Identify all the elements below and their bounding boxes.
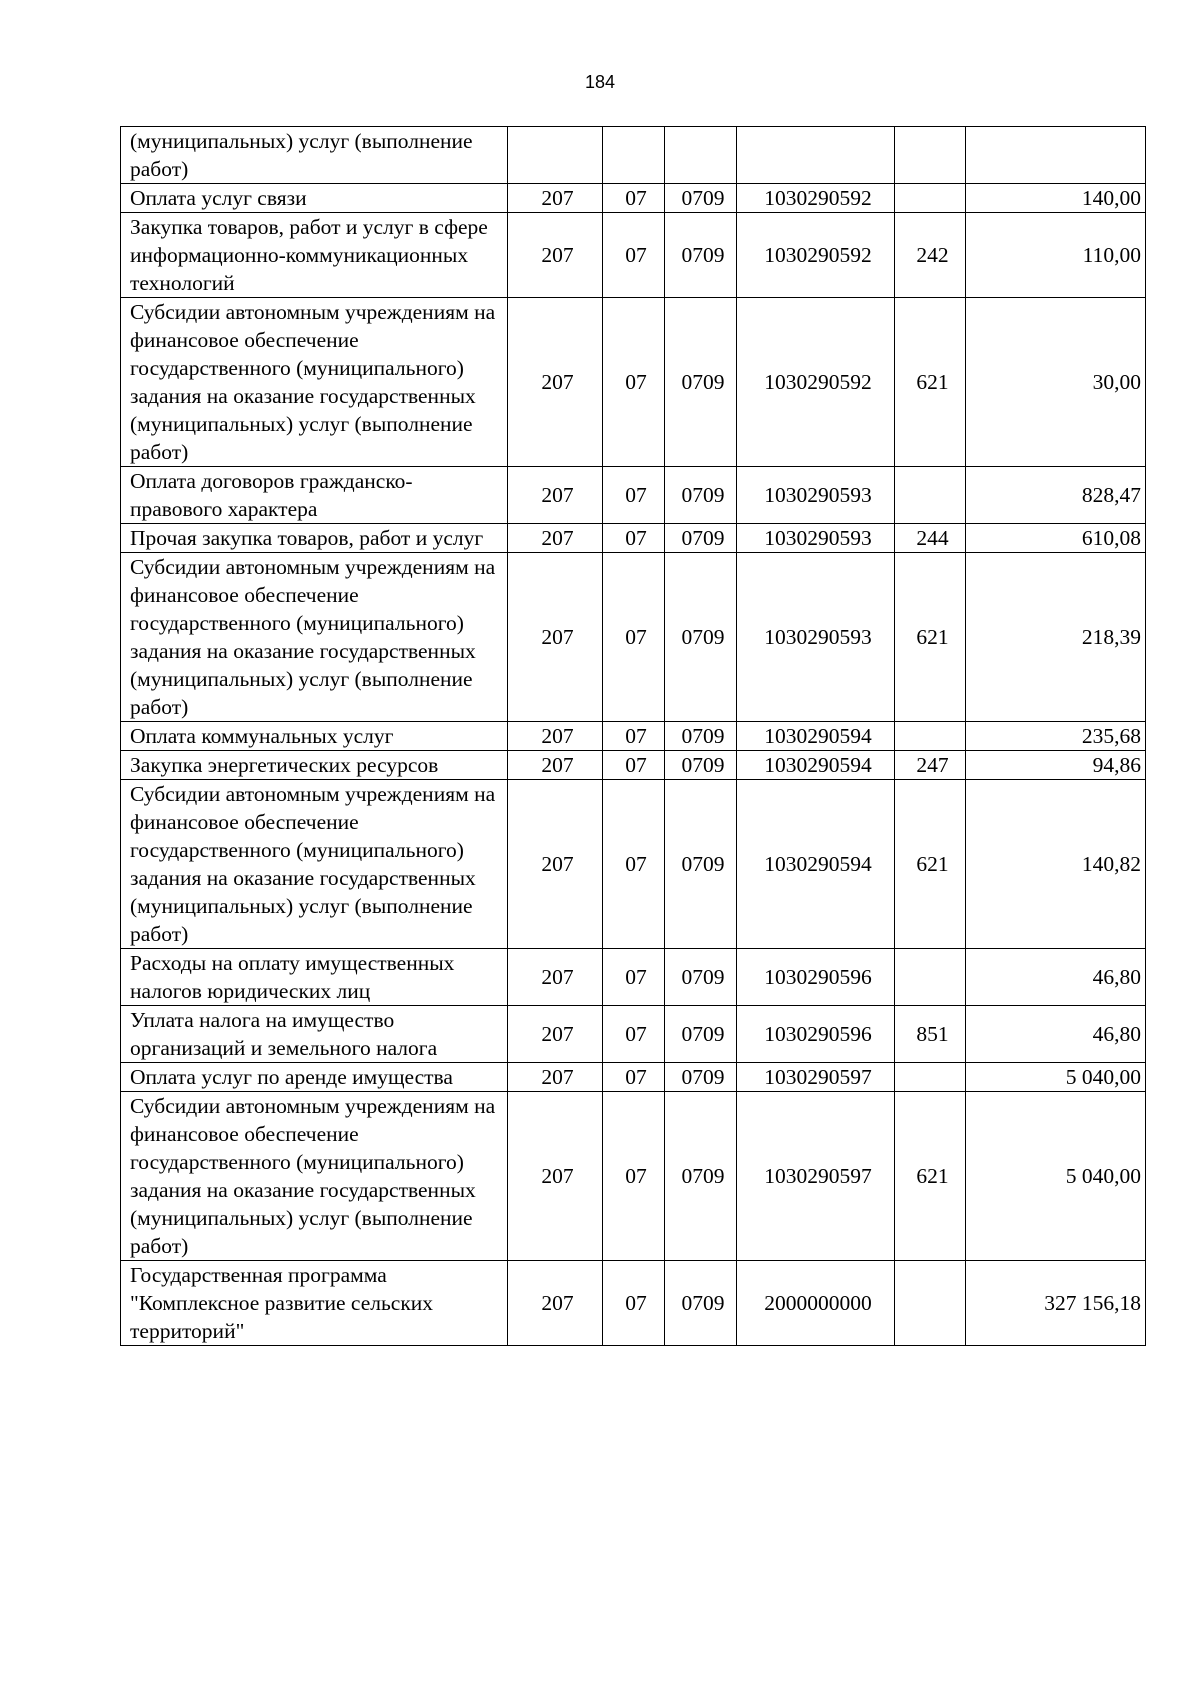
row-pr: 0709 xyxy=(665,553,737,722)
row-name: Оплата услуг по аренде имущества xyxy=(121,1063,508,1092)
page-number: 184 xyxy=(584,72,616,92)
row-csr: 1030290594 xyxy=(737,751,895,780)
table-row xyxy=(121,949,1146,1006)
row-name: Закупка товаров, работ и услуг в сфере информационно-коммуникационных технологий xyxy=(121,213,508,298)
row-vr: 621 xyxy=(895,298,966,467)
row-rz: 07 xyxy=(603,298,665,467)
row-vr: 851 xyxy=(895,1006,966,1063)
row-pr: 0709 xyxy=(665,213,737,298)
row-vr: 244 xyxy=(895,524,966,553)
budget-table xyxy=(120,126,1146,1346)
row-csr: 1030290593 xyxy=(737,524,895,553)
table-row xyxy=(121,524,1146,553)
row-pr: 0709 xyxy=(665,1261,737,1346)
row-gl: 207 xyxy=(508,751,603,780)
row-pr: 0709 xyxy=(665,1006,737,1063)
row-name: Субсидии автономным учреждениям на финансовое обеспечение государственного (муниципального) задания на оказание государственных (муниципальных) услуг (выполнение работ) xyxy=(121,298,508,467)
row-pr: 0709 xyxy=(665,1092,737,1261)
row-sum: 610,08 xyxy=(966,524,1146,553)
row-vr: 621 xyxy=(895,1092,966,1261)
row-csr: 1030290592 xyxy=(737,213,895,298)
row-vr: 621 xyxy=(895,553,966,722)
row-rz: 07 xyxy=(603,1063,665,1092)
row-name: Прочая закупка товаров, работ и услуг xyxy=(121,524,508,553)
row-vr xyxy=(895,1063,966,1092)
row-name: Оплата договоров гражданско-правового характера xyxy=(121,467,508,524)
row-vr xyxy=(895,949,966,1006)
row-name: (муниципальных) услуг (выполнение работ) xyxy=(121,127,508,184)
row-csr: 1030290592 xyxy=(737,298,895,467)
row-sum: 140,00 xyxy=(966,184,1146,213)
row-sum: 110,00 xyxy=(966,213,1146,298)
row-name: Закупка энергетических ресурсов xyxy=(121,751,508,780)
table-row xyxy=(121,1063,1146,1092)
row-csr: 1030290593 xyxy=(737,553,895,722)
row-rz: 07 xyxy=(603,780,665,949)
row-csr: 1030290596 xyxy=(737,949,895,1006)
row-gl: 207 xyxy=(508,949,603,1006)
table-row xyxy=(121,1261,1146,1346)
row-vr xyxy=(895,467,966,524)
row-gl: 207 xyxy=(508,213,603,298)
row-rz: 07 xyxy=(603,1261,665,1346)
row-name: Субсидии автономным учреждениям на финансовое обеспечение государственного (муниципального) задания на оказание государственных (муниципальных) услуг (выполнение работ) xyxy=(121,780,508,949)
table-row xyxy=(121,722,1146,751)
row-csr: 1030290596 xyxy=(737,1006,895,1063)
row-gl: 207 xyxy=(508,1006,603,1063)
row-pr: 0709 xyxy=(665,467,737,524)
row-rz: 07 xyxy=(603,553,665,722)
table-row xyxy=(121,751,1146,780)
row-sum: 828,47 xyxy=(966,467,1146,524)
row-vr xyxy=(895,184,966,213)
row-name: Оплата услуг связи xyxy=(121,184,508,213)
row-vr xyxy=(895,1261,966,1346)
row-gl: 207 xyxy=(508,1261,603,1346)
row-csr: 1030290594 xyxy=(737,722,895,751)
row-rz: 07 xyxy=(603,949,665,1006)
row-rz: 07 xyxy=(603,1092,665,1261)
row-pr: 0709 xyxy=(665,298,737,467)
table-row xyxy=(121,213,1146,298)
row-rz: 07 xyxy=(603,184,665,213)
table-row xyxy=(121,1006,1146,1063)
row-pr: 0709 xyxy=(665,524,737,553)
row-sum: 5 040,00 xyxy=(966,1063,1146,1092)
row-gl: 207 xyxy=(508,722,603,751)
table-row xyxy=(121,467,1146,524)
row-csr: 1030290593 xyxy=(737,467,895,524)
row-gl: 207 xyxy=(508,298,603,467)
table-row xyxy=(121,553,1146,722)
row-name: Оплата коммунальных услуг xyxy=(121,722,508,751)
table-row xyxy=(121,127,1146,184)
row-gl: 207 xyxy=(508,553,603,722)
row-name: Расходы на оплату имущественных налогов юридических лиц xyxy=(121,949,508,1006)
row-name: Государственная программа "Комплексное развитие сельских территорий" xyxy=(121,1261,508,1346)
row-sum: 218,39 xyxy=(966,553,1146,722)
row-gl: 207 xyxy=(508,184,603,213)
row-name: Субсидии автономным учреждениям на финансовое обеспечение государственного (муниципального) задания на оказание государственных (муниципальных) услуг (выполнение работ) xyxy=(121,1092,508,1261)
table-row xyxy=(121,1092,1146,1261)
row-vr: 242 xyxy=(895,213,966,298)
row-rz: 07 xyxy=(603,524,665,553)
row-name: Субсидии автономным учреждениям на финансовое обеспечение государственного (муниципального) задания на оказание государственных (муниципальных) услуг (выполнение работ) xyxy=(121,553,508,722)
row-vr xyxy=(895,127,966,184)
row-csr: 1030290597 xyxy=(737,1092,895,1261)
row-pr: 0709 xyxy=(665,949,737,1006)
row-sum: 5 040,00 xyxy=(966,1092,1146,1261)
row-pr: 0709 xyxy=(665,751,737,780)
row-pr: 0709 xyxy=(665,722,737,751)
row-rz: 07 xyxy=(603,213,665,298)
row-gl: 207 xyxy=(508,524,603,553)
row-gl: 207 xyxy=(508,1092,603,1261)
row-vr: 247 xyxy=(895,751,966,780)
row-sum xyxy=(966,127,1146,184)
row-sum: 46,80 xyxy=(966,1006,1146,1063)
row-pr: 0709 xyxy=(665,780,737,949)
row-sum: 30,00 xyxy=(966,298,1146,467)
row-pr xyxy=(665,127,737,184)
row-vr xyxy=(895,722,966,751)
row-csr: 2000000000 xyxy=(737,1261,895,1346)
table-row xyxy=(121,298,1146,467)
row-vr: 621 xyxy=(895,780,966,949)
row-pr: 0709 xyxy=(665,184,737,213)
row-pr: 0709 xyxy=(665,1063,737,1092)
row-csr: 1030290597 xyxy=(737,1063,895,1092)
row-gl: 207 xyxy=(508,1063,603,1092)
row-gl: 207 xyxy=(508,780,603,949)
row-sum: 140,82 xyxy=(966,780,1146,949)
row-rz: 07 xyxy=(603,751,665,780)
row-csr: 1030290594 xyxy=(737,780,895,949)
row-rz: 07 xyxy=(603,467,665,524)
row-sum: 46,80 xyxy=(966,949,1146,1006)
table-row xyxy=(121,780,1146,949)
row-sum: 235,68 xyxy=(966,722,1146,751)
row-rz: 07 xyxy=(603,1006,665,1063)
row-name: Уплата налога на имущество организаций и земельного налога xyxy=(121,1006,508,1063)
table-row xyxy=(121,184,1146,213)
row-csr xyxy=(737,127,895,184)
row-sum: 327 156,18 xyxy=(966,1261,1146,1346)
row-rz: 07 xyxy=(603,722,665,751)
row-csr: 1030290592 xyxy=(737,184,895,213)
row-gl: 207 xyxy=(508,467,603,524)
row-rz xyxy=(603,127,665,184)
row-gl xyxy=(508,127,603,184)
row-sum: 94,86 xyxy=(966,751,1146,780)
